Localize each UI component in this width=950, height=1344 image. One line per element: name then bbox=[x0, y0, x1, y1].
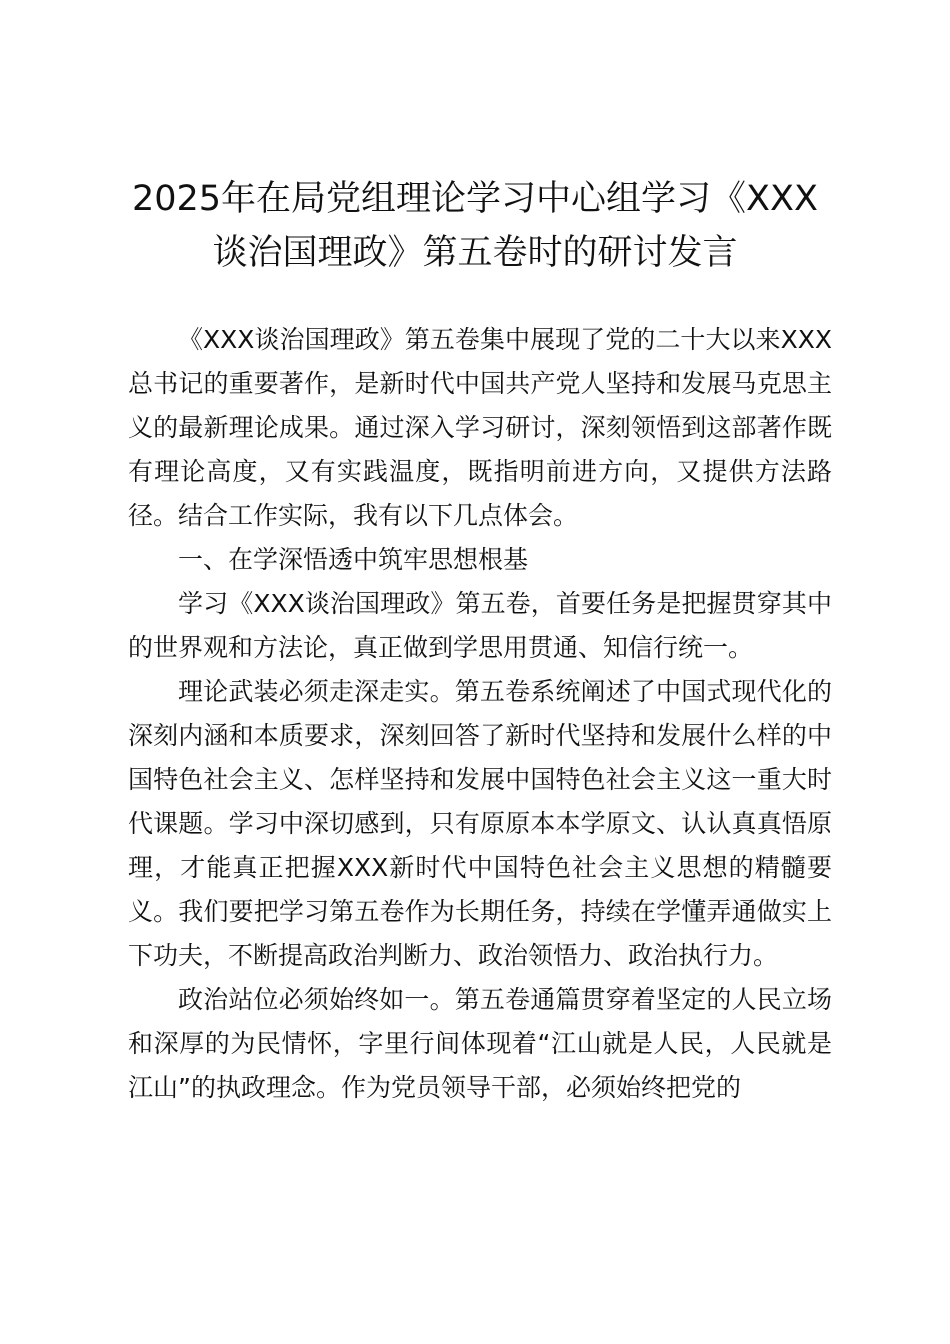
intro-paragraph: 《XXX谈治国理政》第五卷集中展现了党的二十大以来XXX总书记的重要著作，是新时代中国共产党人坚持和发展马克思主义的最新理论成果。通过深入学习研讨，深刻领悟到这部著作既有理论高度，又有实践温度，既指明前进方向，又提供方法路径。结合工作实际，我有以下几点体会。 bbox=[128, 325, 832, 530]
document-title bbox=[120, 172, 830, 280]
document-body bbox=[128, 318, 832, 1110]
section-1-paragraph-2: 理论武装必须走深走实。第五卷系统阐述了中国式现代化的深刻内涵和本质要求，深刻回答了新时代坚持和发展什么样的中国特色社会主义、怎样坚持和发展中国特色社会主义这一重大时代课题。学习中深切感到，只有原原本本学原文、认认真真悟原理，才能真正把握XXX新时代中国特色社会主义思想的精髓要义。我们要把学习第五卷作为长期任务，持续在学懂弄通做实上下功夫，不断提高政治判断力、政治领悟力、政治执行力。 bbox=[128, 677, 832, 970]
section-heading-1: 一、在学深悟透中筑牢思想根基 bbox=[178, 545, 529, 574]
title-line-1: 2025年在局党组理论学习中心组学习《XXX bbox=[131, 179, 818, 219]
section-1-paragraph-1: 学习《XXX谈治国理政》第五卷，首要任务是把握贯穿其中的世界观和方法论，真正做到学思用贯通、知信行统一。 bbox=[128, 589, 832, 662]
title-line-2: 谈治国理政》第五卷时的研讨发言 bbox=[212, 233, 738, 273]
section-1-paragraph-3: 政治站位必须始终如一。第五卷通篇贯穿着坚定的人民立场和深厚的为民情怀，字里行间体现着“江山就是人民，人民就是江山”的执政理念。作为党员领导干部，必须始终把党的 bbox=[128, 985, 832, 1102]
